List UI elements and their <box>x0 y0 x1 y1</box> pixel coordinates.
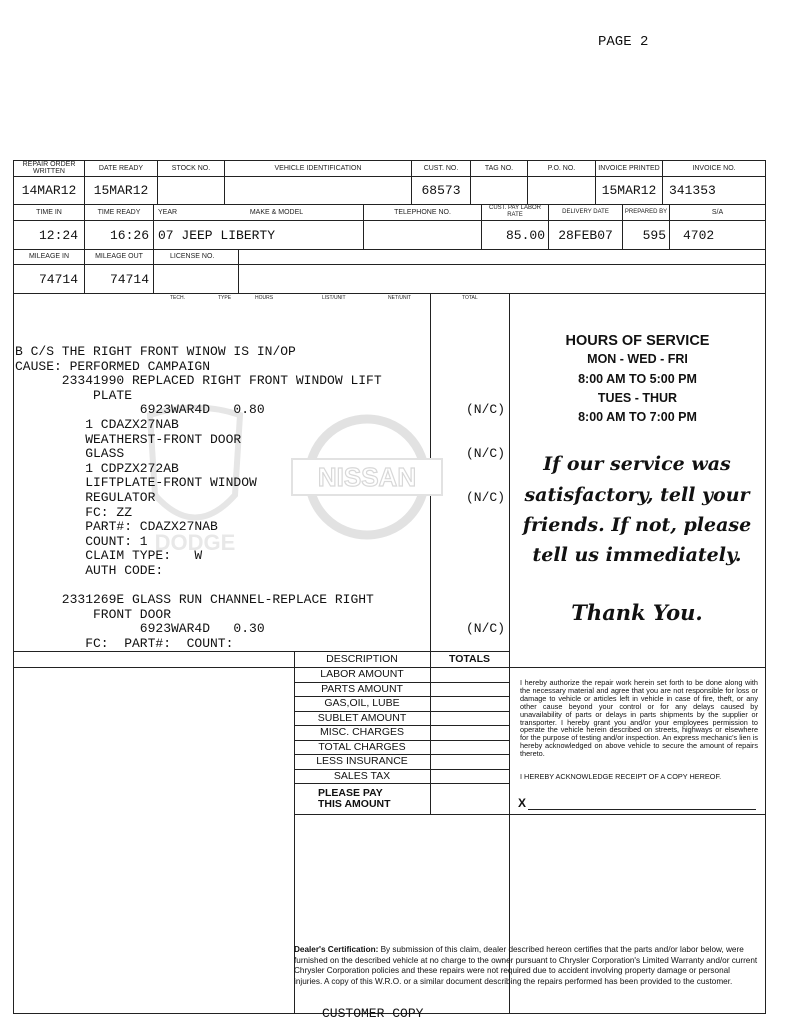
work-line-total: (N/C) <box>466 621 506 637</box>
dealer-cert-title: Dealer's Certification: <box>294 945 379 954</box>
col-label-type: TYPE <box>218 295 232 301</box>
summary-description-header: DESCRIPTION <box>326 653 398 665</box>
summary-row-label: TOTAL CHARGES <box>318 740 406 753</box>
work-line: 23341990 REPLACED RIGHT FRONT WINDOW LIFT <box>61 373 382 389</box>
label-date-ready: DATE READY <box>98 164 144 172</box>
value-mileage-out: 74714 <box>109 271 149 287</box>
label-year: YEAR <box>158 208 178 216</box>
value-time-in: 12:24 <box>38 227 78 243</box>
label-cust-no: CUST. NO. <box>423 164 459 172</box>
work-line: GLASS <box>85 446 125 462</box>
label-vin: VEHICLE IDENTIFICATION <box>274 164 362 172</box>
customer-copy-label: CUSTOMER COPY <box>322 1006 424 1021</box>
col-label-tech: TECH. <box>170 295 185 301</box>
value-mileage-in: 74714 <box>38 271 78 287</box>
value-time-ready: 16:26 <box>109 227 149 243</box>
value-invoice-printed: 15MAR12 <box>601 183 657 198</box>
service-message-line1: If our service was <box>543 453 731 475</box>
work-line: CAUSE: PERFORMED CAMPAIGN <box>15 358 211 374</box>
nissan-logo-watermark <box>290 405 445 550</box>
work-line: AUTH CODE: <box>85 563 164 578</box>
work-line: PLATE <box>93 387 133 403</box>
dealer-certification <box>294 945 760 988</box>
summary-row-label: PARTS AMOUNT <box>321 682 403 695</box>
work-line: FC: ZZ <box>85 504 132 520</box>
summary-row-label: MISC. CHARGES <box>319 726 404 738</box>
label-mileage-out: MILEAGE OUT <box>95 253 143 260</box>
this-amount-label: THIS AMOUNT <box>318 798 391 810</box>
hours-days1: MON - WED - FRI <box>587 352 688 366</box>
hours-title: HOURS OF SERVICE <box>565 333 710 349</box>
work-line: CLAIM TYPE: W <box>85 548 203 564</box>
label-invoice-no: INVOICE NO. <box>692 164 736 172</box>
work-line-total: (N/C) <box>466 446 506 462</box>
summary-totals-header: TOTALS <box>448 653 491 665</box>
summary-row-label: LABOR AMOUNT <box>320 668 404 680</box>
work-line: WEATHERST-FRONT DOOR <box>85 431 242 447</box>
work-line: PART#: CDAZX27NAB <box>85 519 218 535</box>
hours-time1: 8:00 AM TO 5:00 PM <box>578 372 697 386</box>
work-line: B C/S THE RIGHT FRONT WINOW IS IN/OP <box>15 344 296 359</box>
work-line-total: (N/C) <box>466 402 506 418</box>
signature-line[interactable] <box>528 809 756 810</box>
col-label-hours: HOURS <box>255 295 274 301</box>
please-pay-label: PLEASE PAY <box>318 787 383 799</box>
authorization-text: I hereby authorize the repair work herein set forth to be done along with the necessary material and agree that you are not responsible for loss or damage to vehicle or articles left in vehicle in case of fire, theft, or any other cause beyond your control or for any delays caused by unavailability of parts or delays in parts shipments by the supplier or transporter. I hereby grant you and/or your employees permission to operate the vehicle herein described on streets, highways or elsewhere for the purpose of testing and/or inspection. An express mechanic's lien is hereby acknowledged on above vehicle to secure the amount of repairs thereto. <box>520 678 758 759</box>
label-make-model: MAKE & MODEL <box>249 208 304 216</box>
label-sa: S/A <box>711 208 724 216</box>
value-labor-rate: 85.00 <box>505 227 545 243</box>
value-tag-no <box>471 177 527 204</box>
service-message-line2: satisfactory, tell your <box>524 484 750 506</box>
label-delivery-date: DELIVERY DATE <box>562 208 609 215</box>
work-line-total: (N/C) <box>466 490 506 505</box>
label-prepared-by: PREPARED BY <box>624 208 668 215</box>
acknowledge-text: I HEREBY ACKNOWLEDGE RECEIPT OF A COPY HEREOF. <box>520 772 722 781</box>
page-number: PAGE 2 <box>598 34 649 50</box>
label-tag-no: TAG NO. <box>484 164 514 172</box>
label-time-ready: TIME READY <box>97 208 141 216</box>
label-telephone: TELEPHONE NO. <box>394 208 451 216</box>
work-line: 6923WAR4D 0.80 <box>139 402 265 418</box>
summary-row-label: SALES TAX <box>333 769 391 782</box>
value-cust-no: 68573 <box>421 183 461 198</box>
col-label-total: TOTAL <box>462 295 478 301</box>
thank-you: Thank You. <box>571 600 703 625</box>
value-stock-no <box>158 177 224 204</box>
value-year-make-model: 07 JEEP LIBERTY <box>158 227 276 243</box>
value-license-no <box>154 265 238 293</box>
label-ro-written: REPAIR ORDER WRITTEN <box>22 161 76 175</box>
work-line: REGULATOR <box>85 490 156 505</box>
label-po-no: P.O. NO. <box>547 164 576 172</box>
service-message-line3: friends. If not, please <box>522 514 752 536</box>
watermark-brand: NISSAN <box>317 462 417 492</box>
value-invoice-no: 341353 <box>669 183 716 198</box>
label-invoice-printed: INVOICE PRINTED <box>598 164 660 172</box>
col-label-list-unit: LIST/UNIT <box>322 295 346 301</box>
work-line: 2331269E GLASS RUN CHANNEL-REPLACE RIGHT <box>61 592 374 608</box>
summary-row-label: SUBLET AMOUNT <box>317 711 407 724</box>
summary-row-label: GAS,OIL, LUBE <box>324 697 400 709</box>
value-date-ready: 15MAR12 <box>93 183 149 198</box>
value-delivery-date: 28FEB07 <box>558 227 613 243</box>
work-line: 1 CDPZX272AB <box>85 460 179 476</box>
label-labor-rate: CUST. PAY LABOR RATE <box>488 205 542 218</box>
value-telephone <box>364 221 481 249</box>
work-line: FC: PART#: COUNT: <box>85 636 234 651</box>
work-line: 1 CDAZX27NAB <box>85 417 179 432</box>
value-ro-written: 14MAR12 <box>21 183 77 198</box>
label-time-in: TIME IN <box>36 208 62 216</box>
work-line: COUNT: 1 <box>85 533 148 549</box>
work-line: 6923WAR4D 0.30 <box>139 621 265 637</box>
signature-x: X <box>518 796 527 810</box>
hours-days2: TUES - THUR <box>597 391 678 405</box>
value-prepared-by: 595 <box>642 227 666 243</box>
value-vin <box>225 177 411 204</box>
label-license-no: LICENSE NO. <box>170 253 215 260</box>
watermark-brand2: DODGE <box>154 530 236 555</box>
service-message-line4: tell us immediately. <box>532 544 742 566</box>
label-mileage-in: MILEAGE IN <box>28 253 70 260</box>
work-line: FRONT DOOR <box>93 606 172 622</box>
value-po-no <box>528 177 595 204</box>
hours-time2: 8:00 AM TO 7:00 PM <box>578 410 697 424</box>
work-line: LIFTPLATE-FRONT WINDOW <box>85 475 257 491</box>
col-label-net-unit: NET/UNIT <box>388 295 412 301</box>
dealer-cert-body: By submission of this claim, dealer described hereon certifies that the parts and/or labor below, were furnished on the described vehicle at no charge to the owner pursuant to Chrysler Corporation's Limited Warranty and/or current Chrysler Corporation policies and these repairs were not required due to accident involving property damage or personal injuries. A copy of this W.R.O. or a similar document describing the repairs performed has been provided to the customer. <box>294 945 758 987</box>
value-sa: 4702 <box>683 227 715 243</box>
summary-row-label: LESS INSURANCE <box>316 755 408 767</box>
label-stock-no: STOCK NO. <box>171 164 211 172</box>
